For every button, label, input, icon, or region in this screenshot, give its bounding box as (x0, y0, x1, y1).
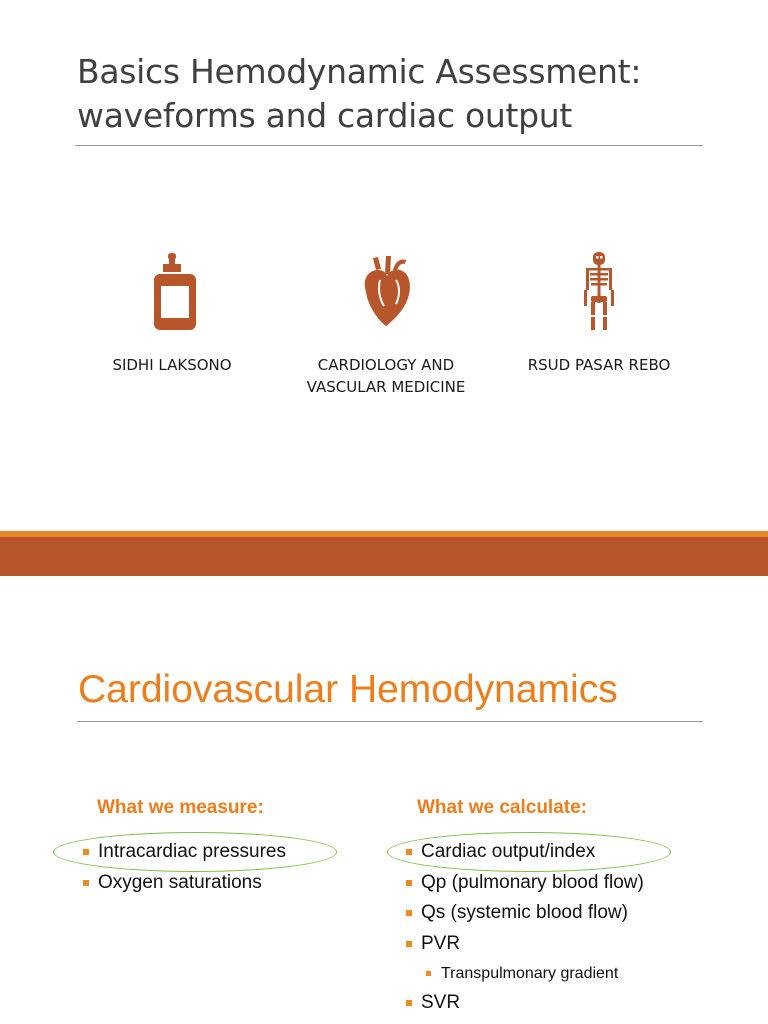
list-item: Intracardiac pressures (83, 837, 286, 868)
section-title: Cardiovascular Hemodynamics (78, 668, 618, 711)
hospital-column (489, 250, 709, 376)
author-column (62, 250, 282, 376)
list-item: SVR (406, 988, 644, 1019)
slide-title-line-2: waveforms and cardiac output (77, 96, 573, 135)
title-divider (75, 145, 703, 146)
department-line-1: CARDIOLOGY AND (317, 356, 455, 374)
highlight-ellipse-pressures (53, 832, 337, 872)
medicine-bottle-icon (142, 250, 202, 334)
measure-heading: What we measure: (97, 797, 264, 818)
list-item: Qs (systemic blood flow) (406, 898, 644, 929)
department-name (276, 354, 496, 398)
department-line-2: VASCULAR MEDICINE (306, 378, 466, 396)
list-item: Cardiac output/index (406, 837, 644, 868)
slide-title-line-1: Basics Hemodynamic Assessment: (77, 52, 642, 91)
slide-title (77, 50, 717, 138)
list-item: PVR (406, 929, 644, 960)
calculate-heading: What we calculate: (417, 797, 587, 818)
highlight-ellipse-cardiac-output (387, 832, 671, 872)
hospital-name-text: RSUD PASAR REBO (527, 356, 671, 374)
department-column (276, 250, 496, 398)
list-item: Oxygen saturations (83, 868, 286, 899)
section-divider (77, 721, 703, 722)
skeleton-icon (569, 250, 629, 334)
list-item: Qp (pulmonary blood flow) (406, 868, 644, 899)
author-name (62, 354, 282, 376)
footer-band (0, 537, 768, 576)
sub-list-item: Transpulmonary gradient (406, 959, 644, 988)
author-name-text: SIDHI LAKSONO (112, 356, 232, 374)
heart-icon (356, 250, 416, 334)
hospital-name (489, 354, 709, 376)
